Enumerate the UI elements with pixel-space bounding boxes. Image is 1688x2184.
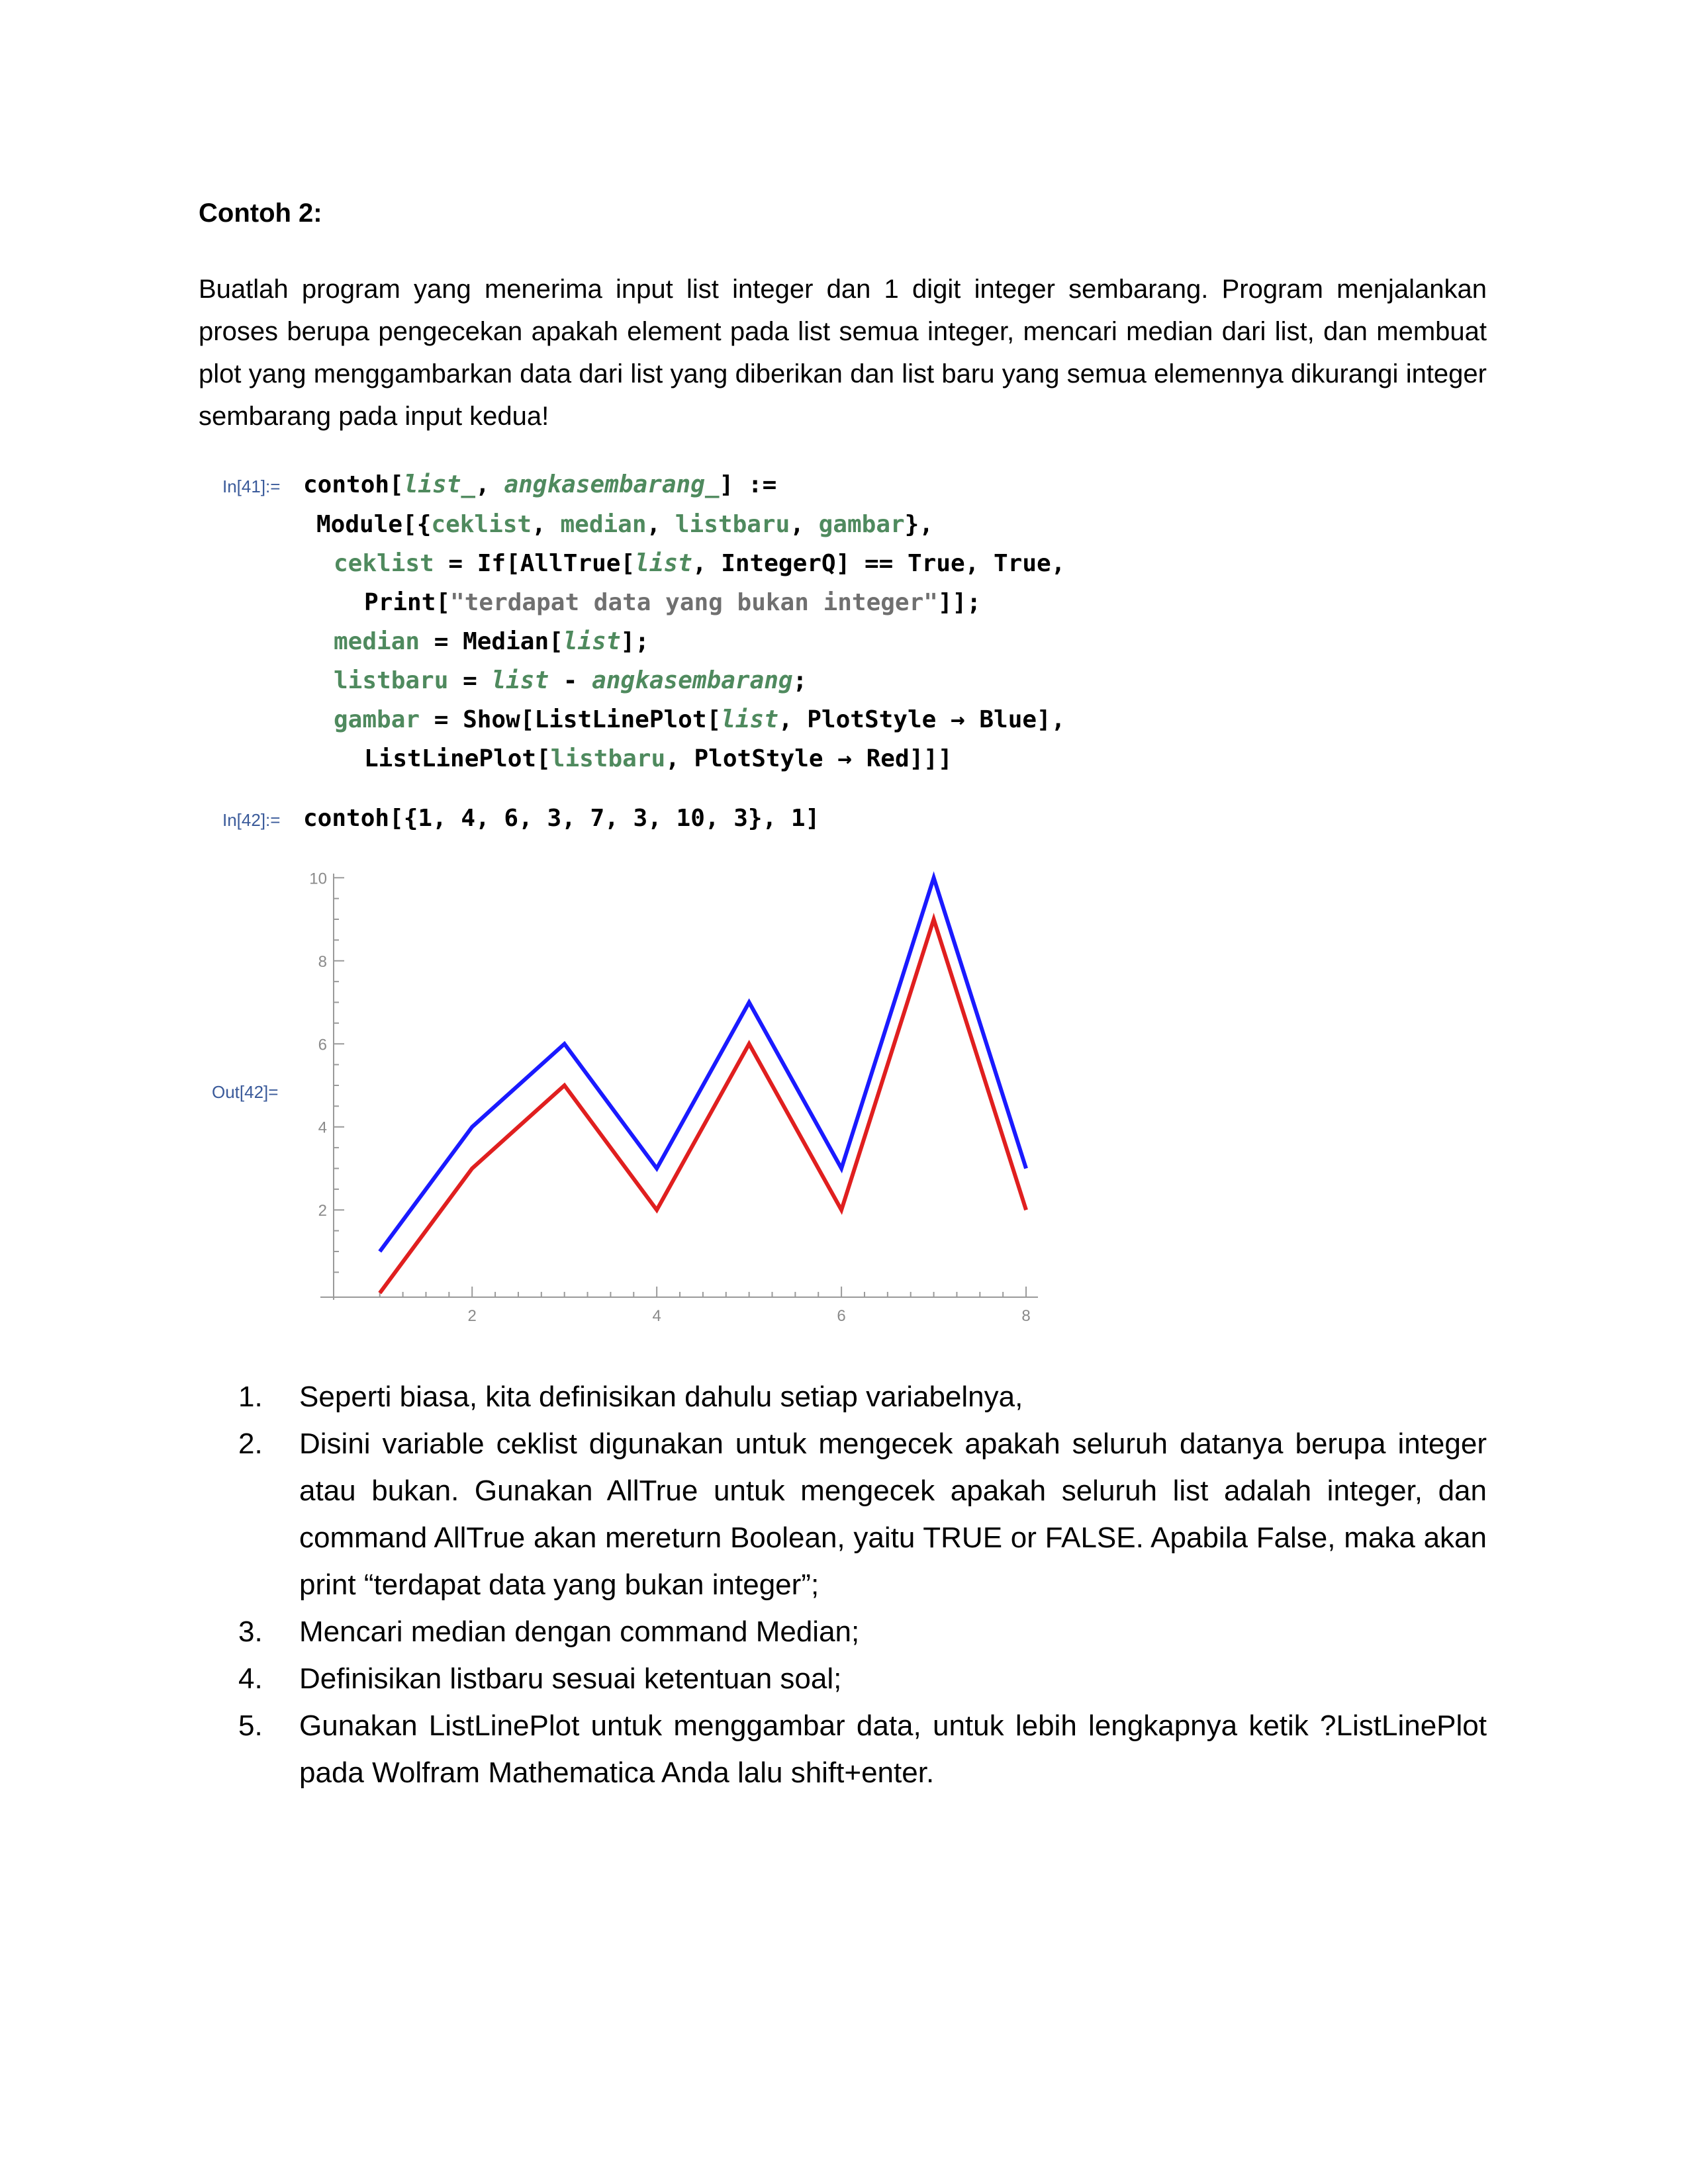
y-tick-label: 8 (318, 952, 327, 971)
code-line-8: ListLinePlot[listbaru, PlotStyle → Red]]] (364, 745, 953, 772)
out42-label: Out[42]= (212, 1082, 279, 1102)
step-number: 5. (238, 1709, 263, 1742)
x-tick-label: 2 (467, 1307, 477, 1325)
step-item (238, 1608, 1487, 1655)
code-line-2: Module[{ceklist, median, listbaru, gambar}, (316, 511, 934, 538)
code-line-7: gambar = Show[ListLinePlot[list, PlotStyle → Blue], (334, 706, 1066, 733)
step-item (238, 1702, 1487, 1796)
step-list (238, 1373, 1487, 1796)
step-number: 1. (238, 1381, 263, 1413)
step-number: 3. (238, 1615, 263, 1648)
step-text: Disini variable ceklist digunakan untuk mengecek apakah seluruh datanya berupa integer atau bukan. Gunakan AllTrue untuk mengecek apakah seluruh list adalah integer, dan command AllTrue akan mereturn Boolean, yaitu TRUE or FALSE. Apabila False, maka akan print “terdapat data yang bukan integer”; (299, 1428, 1487, 1601)
y-tick-label: 6 (318, 1036, 327, 1054)
line-plot (291, 860, 1059, 1337)
step-number: 2. (238, 1428, 263, 1460)
code-line-1: contoh[list_, angkasembarang_] := (303, 471, 777, 498)
series-line-2 (380, 919, 1026, 1293)
step-text: Mencari median dengan command Median; (299, 1615, 860, 1648)
step-text: Seperti biasa, kita definisikan dahulu setiap variabelnya, (299, 1381, 1023, 1413)
problem-statement: Buatlah program yang menerima input list integer dan 1 digit integer sembarang. Program menjalankan proses berupa pengecekan apakah element pada list semua integer, mencari median dari list, dan membuat plot yang menggambarkan data dari list yang diberikan dan list baru yang semua elemennya dikurangi integer sembarang pada input kedua! (199, 275, 1487, 431)
code-line-4: Print["terdapat data yang bukan integer"]]; (364, 589, 981, 616)
y-tick-label: 10 (309, 870, 327, 888)
in41-label: In[41]:= (222, 477, 281, 496)
y-tick-label: 4 (318, 1118, 327, 1137)
step-number: 4. (238, 1662, 263, 1695)
x-tick-label: 6 (837, 1307, 846, 1325)
step-item (238, 1420, 1487, 1608)
plot-series (380, 878, 1026, 1293)
step-text: Definisikan listbaru sesuai ketentuan soal; (299, 1662, 842, 1695)
step-item (238, 1373, 1487, 1420)
code-line-call: contoh[{1, 4, 6, 3, 7, 3, 10, 3}, 1] (303, 805, 820, 832)
in42-label: In[42]:= (222, 810, 281, 830)
x-tick-label: 8 (1021, 1307, 1031, 1325)
example-heading: Contoh 2: (199, 199, 322, 228)
x-tick-label: 4 (652, 1307, 661, 1325)
y-tick-label: 2 (318, 1202, 327, 1220)
code-line-3: ceklist = If[AllTrue[list, IntegerQ] == True, True, (334, 550, 1066, 577)
code-line-5: median = Median[list]; (334, 628, 649, 655)
step-text: Gunakan ListLinePlot untuk menggambar data, untuk lebih lengkapnya ketik ?ListLinePlot pada Wolfram Mathematica Anda lalu shift+enter. (299, 1709, 1487, 1789)
code-line-6: listbaru = list - angkasembarang; (334, 667, 808, 694)
step-item (238, 1655, 1487, 1702)
